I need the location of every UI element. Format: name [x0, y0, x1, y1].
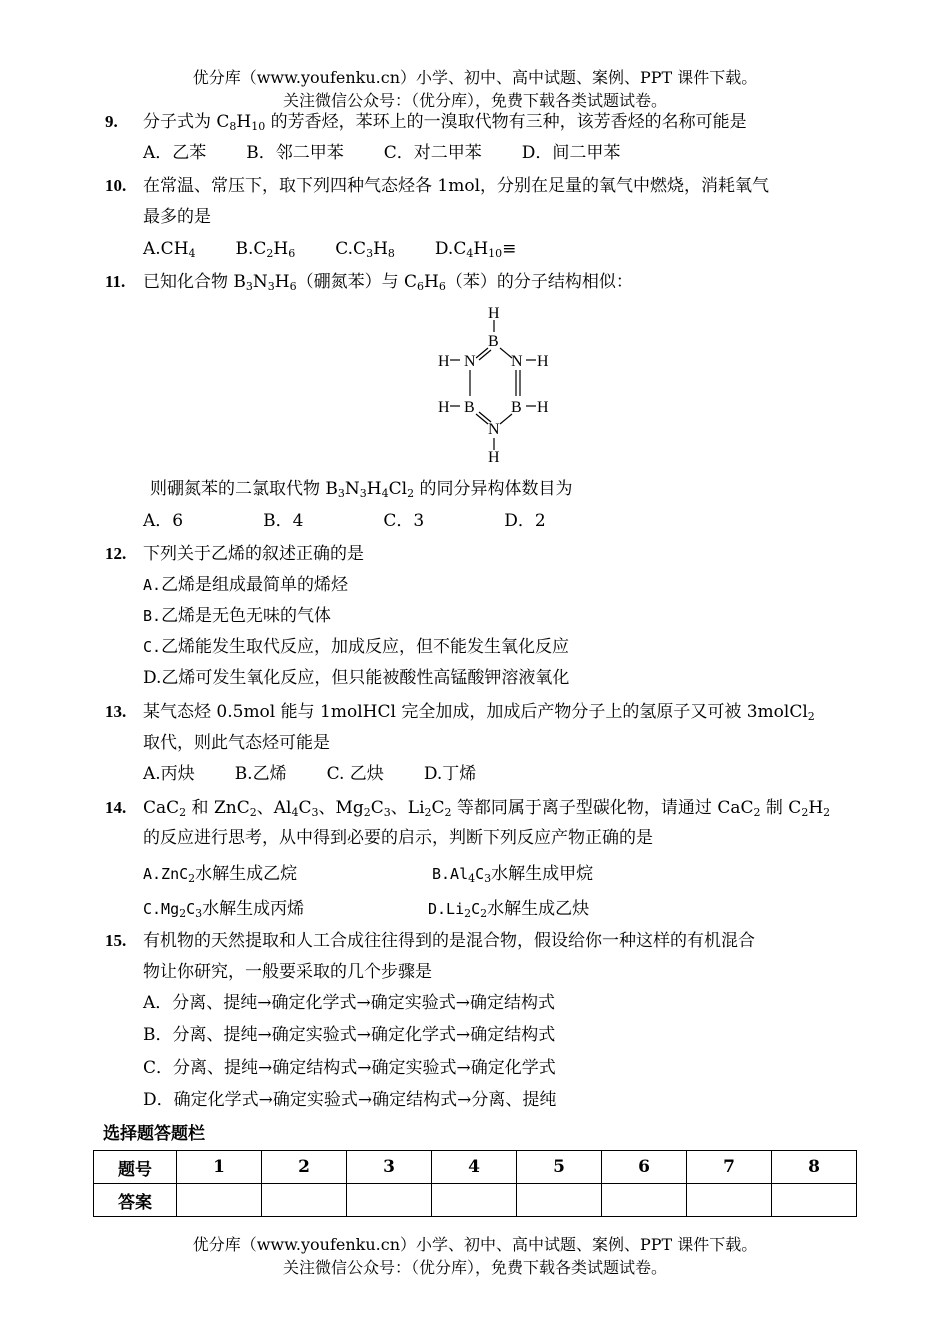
question-number-cell: 7 [687, 1151, 772, 1184]
question-number-cell: 4 [432, 1151, 517, 1184]
option-c: C.乙烯能发生取代反应，加成反应，但不能发生氧化反应 [143, 637, 570, 657]
question-11-options [143, 506, 586, 537]
option-c: C. 乙炔 [326, 764, 384, 784]
option-b: B．4 [263, 511, 304, 531]
question-9: 9. 分子式为 $C_8H_{10}$ 的芳香烃，苯环上的一溴取代物有三种，该芳香烃的名称可能是 [105, 106, 747, 142]
option-a: A．分离、提纯→确定化学式→确定实验式→确定结构式 [143, 993, 556, 1013]
question-number-cell: 3 [347, 1151, 432, 1184]
option-c: $C.C_3H_8$ [335, 239, 395, 260]
atom-h: H [488, 305, 500, 322]
atom-h: H [488, 449, 500, 466]
question-number: 11. [105, 272, 126, 291]
question-10-options [143, 234, 556, 269]
question-number: 12. [105, 544, 127, 563]
question-12: 12. 下列关于乙烯的叙述正确的是 [105, 538, 364, 570]
option-c: $C.Mg_2C_3$水解生成丙烯 [143, 899, 305, 920]
question-number-cell: 2 [262, 1151, 347, 1184]
atom-n: N [488, 421, 500, 438]
atom-h: H [537, 353, 549, 370]
answer-sheet-table [93, 1150, 857, 1217]
option-b: B．分离、提纯→确定实验式→确定化学式→确定结构式 [143, 1025, 556, 1045]
option-b: B．邻二甲苯 [246, 143, 344, 163]
question-number-cell: 1 [177, 1151, 262, 1184]
question-13-options [143, 759, 516, 790]
question-14-stem-line-2: 的反应进行思考，从中得到必要的启示，判断下列反应产物正确的是 [143, 828, 653, 848]
option-c: C．分离、提纯→确定结构式→确定实验式→确定化学式 [143, 1058, 556, 1078]
option-b: B.乙烯是无色无味的气体 [143, 606, 332, 626]
atom-h: H [537, 399, 549, 416]
question-15: 15. 有机物的天然提取和人工合成往往得到的是混合物，假设给你一种这样的有机混合 [105, 925, 755, 957]
question-13: 13. 某气态烃 0.5mol 能与 1molHCl 完全加成，加成后产物分子上的氢原子又可被 3molCl$_2$ [105, 696, 815, 732]
option-d: D．确定化学式→确定实验式→确定结构式→分离、提纯 [143, 1090, 557, 1110]
question-15-stem-line-2: 物让你研究，一般要采取的几个步骤是 [143, 962, 432, 982]
option-d: $D.Li_2C_2$水解生成乙炔 [428, 899, 590, 920]
header-line-2: 关注微信公众号：（优分库），免费下载各类试题试卷。 [282, 91, 667, 110]
atom-h: H [438, 353, 450, 370]
option-a: A.乙烯是组成最简单的烯烃 [143, 575, 349, 595]
option-a: A.丙炔 [143, 764, 195, 784]
answer-sheet-title: 选择题答题栏 [103, 1124, 205, 1144]
footer-line-1: 优分库（www.youfenku.cn）小学、初中、高中试题、案例、PPT 课件下载。 [192, 1235, 758, 1254]
option-c: C．对二甲苯 [383, 143, 482, 163]
atom-h: H [438, 399, 450, 416]
atom-n: N [511, 353, 523, 370]
answer-cell[interactable] [432, 1184, 517, 1217]
option-a: $A.CH_4$ [143, 239, 196, 260]
question-number: 14. [105, 798, 127, 817]
table-row [94, 1184, 857, 1217]
question-number-cell: 6 [602, 1151, 687, 1184]
answer-cell[interactable] [177, 1184, 262, 1217]
option-a: A．6 [143, 511, 184, 531]
bond [479, 350, 491, 360]
option-d: D．2 [504, 511, 546, 531]
question-number: 10. [105, 176, 127, 195]
option-c: C．3 [383, 511, 425, 531]
question-11: 11. 已知化合物 $B_3N_3H_6$（硼氮苯）与 $C_6H_6$（苯）的分子结构相似： [105, 266, 633, 302]
question-10-stem-line-2: 最多的是 [143, 207, 211, 227]
header-line-1: 优分库（www.youfenku.cn）小学、初中、高中试题、案例、PPT 课件下载。 [192, 68, 758, 87]
question-number: 13. [105, 702, 127, 721]
answer-cell[interactable] [262, 1184, 347, 1217]
answer-cell[interactable] [347, 1184, 432, 1217]
option-a: A．乙苯 [143, 143, 207, 163]
question-11-ask: 则硼氮苯的二氯取代物 $B_3N_3H_4Cl_2$ 的同分异构体数目为 [150, 479, 573, 500]
option-b: $B.C_2H_6$ [235, 239, 296, 260]
atom-b: B [511, 399, 522, 416]
question-number-cell: 5 [517, 1151, 602, 1184]
bond [476, 348, 488, 358]
answer-cell[interactable] [772, 1184, 857, 1217]
question-number: 9. [105, 112, 118, 131]
row-label: 题号 [94, 1151, 177, 1184]
answer-cell[interactable] [517, 1184, 602, 1217]
footer-line-2: 关注微信公众号：（优分库），免费下载各类试题试卷。 [282, 1258, 667, 1277]
question-number-cell: 8 [772, 1151, 857, 1184]
table-row [94, 1151, 857, 1184]
question-10: 10. 在常温、常压下，取下列四种气态烃各 1mol，分别在足量的氧气中燃烧，消耗氧气 [105, 170, 769, 202]
question-number: 15. [105, 931, 127, 950]
option-d: D．间二甲苯 [521, 143, 621, 163]
bond [476, 414, 488, 424]
option-d: D.丁烯 [423, 764, 477, 784]
atom-n: N [464, 353, 476, 370]
option-a: A.ZnC$_2$水解生成乙烷 [143, 864, 298, 885]
question-14: 14. CaC$_2$ 和 ZnC$_2$、$Al_4C_3$、$Mg_2C_3$、$Li_2C_2$ 等都同属于离子型碳化物，请通过 CaC$_2$ 制 $C_2H_2$ [105, 792, 830, 828]
atom-b: B [464, 399, 475, 416]
option-d: D.乙烯可发生氧化反应，但只能被酸性高锰酸钾溶液氧化 [143, 668, 570, 688]
answer-cell[interactable] [602, 1184, 687, 1217]
option-d: $D.C_4H_{10}\equiv$ [434, 239, 517, 260]
option-b: $B.Al_4C_3$水解生成甲烷 [432, 864, 594, 885]
question-13-stem-line-2: 取代，则此气态烃可能是 [143, 733, 330, 753]
borazine-structure [420, 300, 570, 470]
option-b: B.乙烯 [234, 764, 287, 784]
question-9-options [143, 138, 660, 169]
row-label: 答案 [94, 1184, 177, 1217]
atom-b: B [488, 333, 499, 350]
answer-cell[interactable] [687, 1184, 772, 1217]
